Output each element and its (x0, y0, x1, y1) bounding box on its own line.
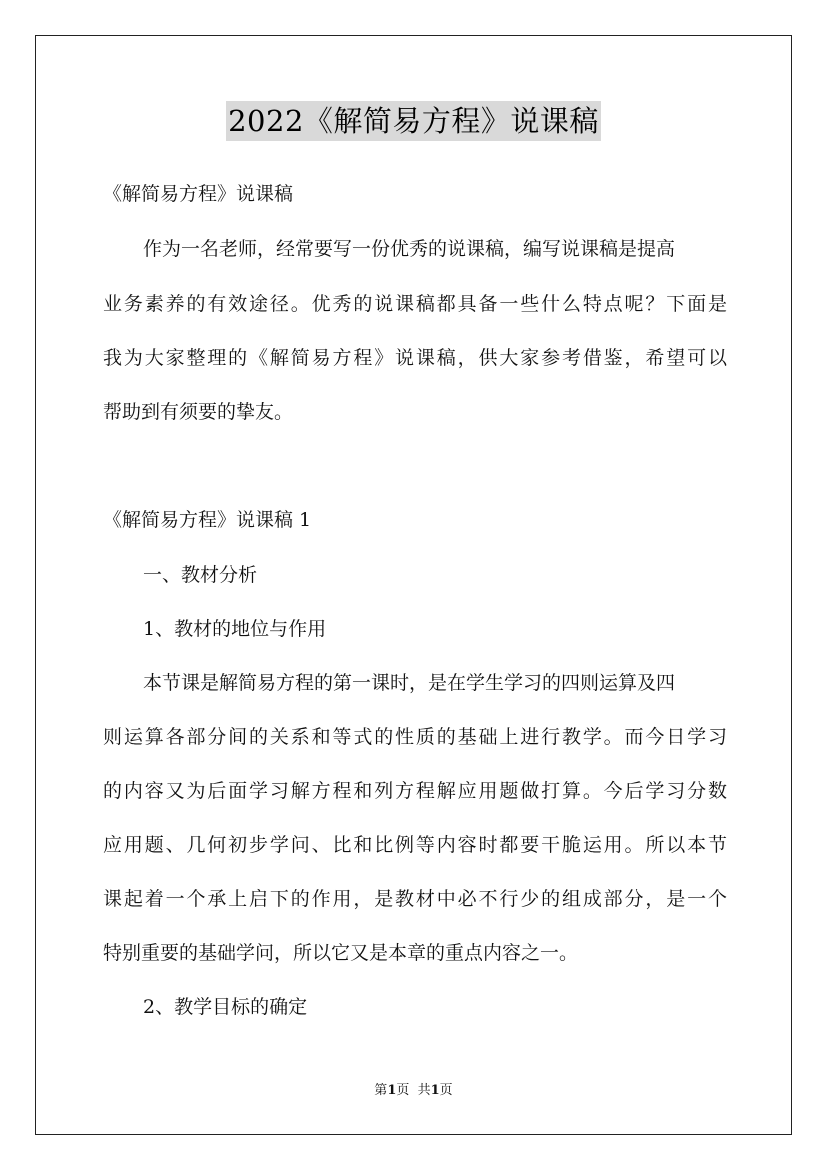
intro-line: 作为一名老师，经常要写一份优秀的说课稿，编写说课稿是提高 (143, 238, 676, 260)
intro-line: 帮助到有须要的挚友。 (103, 401, 294, 423)
body-line: 课起着一个承上启下的作用，是教材中必不行少的组成部分，是一个 (103, 888, 727, 910)
document-subtitle: 《解简易方程》说课稿 (103, 183, 294, 205)
body-line: 则运算各部分间的关系和等式的性质的基础上进行教学。而今日学习 (103, 726, 727, 748)
section-heading: 《解简易方程》说课稿 1 (103, 509, 312, 531)
document-title: 2022《解简易方程》说课稿 (226, 101, 601, 141)
footer-page-prefix: 第 (374, 1083, 388, 1098)
title-block (0, 101, 827, 141)
part-heading: 一、教材分析 (143, 564, 258, 586)
page-footer (0, 1082, 827, 1100)
point-heading: 1、教材的地位与作用 (143, 618, 327, 640)
footer-page-total: 1 (430, 1083, 440, 1098)
intro-line: 业务素养的有效途径。优秀的说课稿都具备一些什么特点呢？下面是 (103, 293, 727, 315)
footer-page-suffix: 页 (439, 1083, 453, 1098)
footer-page-mid: 页 共 (396, 1083, 431, 1098)
point-heading: 2、教学目标的确定 (143, 996, 308, 1018)
body-line: 特别重要的基础学问，所以它又是本章的重点内容之一。 (103, 942, 579, 964)
body-line: 应用题、几何初步学问、比和比例等内容时都要干脆运用。所以本节 (103, 834, 727, 856)
intro-line: 我为大家整理的《解简易方程》说课稿，供大家参考借鉴，希望可以 (103, 347, 727, 369)
body-line: 的内容又为后面学习解方程和列方程解应用题做打算。今后学习分数 (103, 780, 727, 802)
footer-page-current: 1 (387, 1083, 397, 1098)
body-line: 本节课是解简易方程的第一课时，是在学生学习的四则运算及四 (143, 672, 676, 694)
